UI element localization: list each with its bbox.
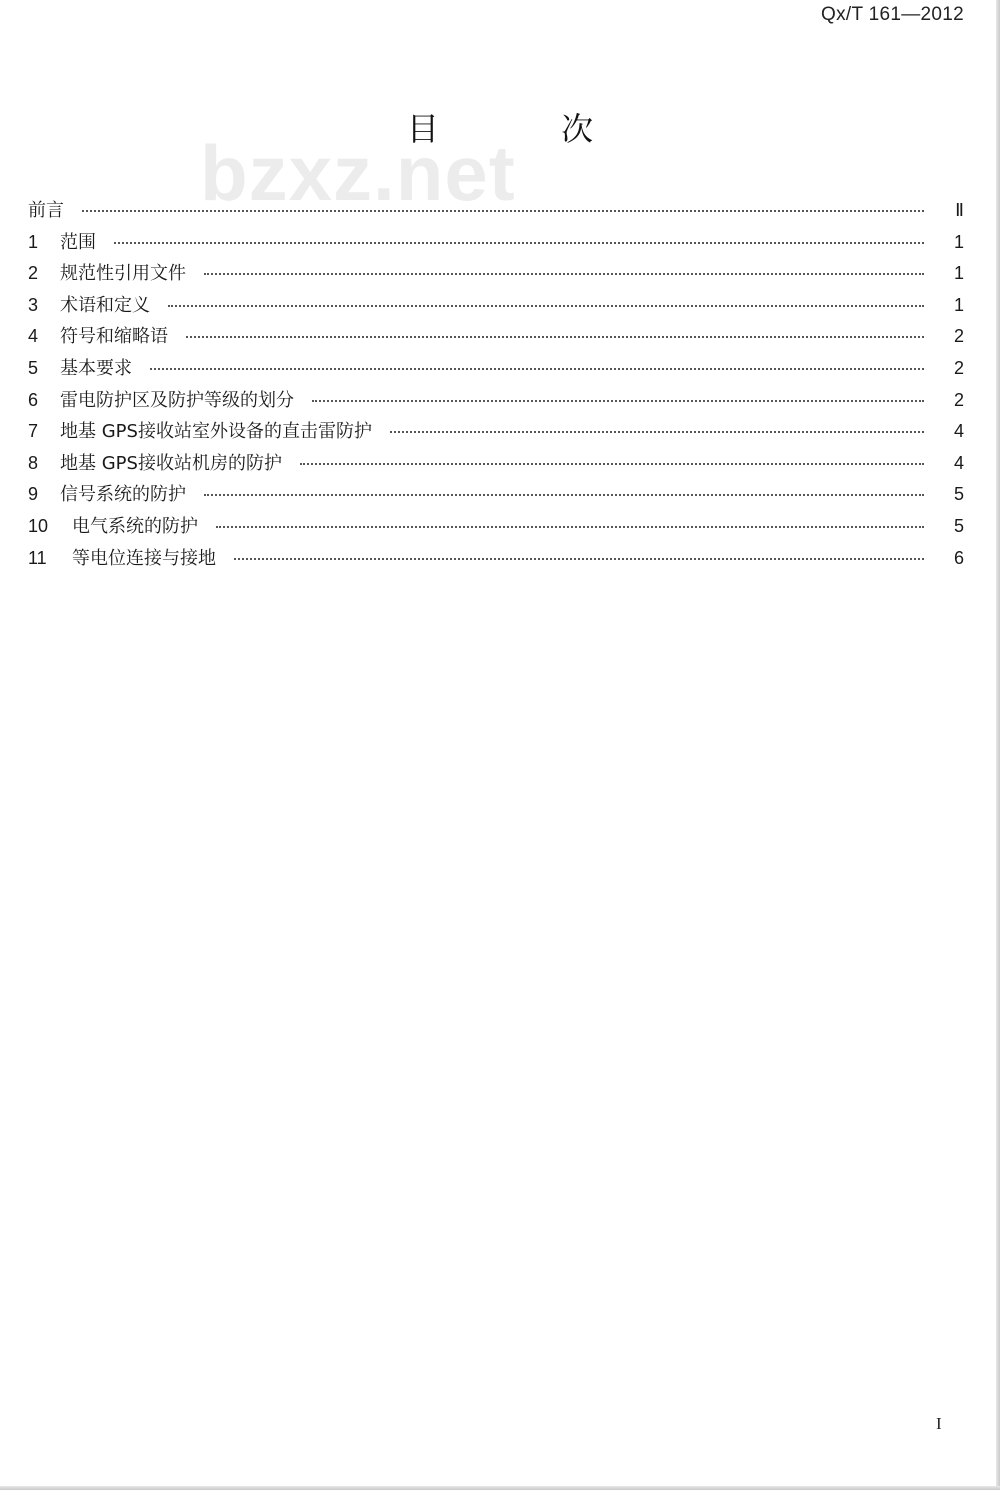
toc-entry-7[interactable] <box>28 417 964 449</box>
toc-entry-page: 5 <box>953 515 964 536</box>
toc-leader-dots <box>390 431 924 433</box>
toc-entry-5[interactable] <box>28 354 964 386</box>
toc-entry-number: 10 <box>28 515 49 536</box>
toc-leader-dots <box>300 463 924 465</box>
toc-entry-label: 范围 <box>60 231 96 253</box>
toc-entry-number: 9 <box>28 484 39 505</box>
toc-entry-number: 7 <box>28 421 39 442</box>
toc-leader-dots <box>312 400 924 402</box>
toc-entry-page: 1 <box>953 294 964 315</box>
toc-entry-4[interactable] <box>28 322 964 354</box>
toc-leader-dots <box>216 526 924 528</box>
toc-leader-dots <box>82 210 924 212</box>
toc-entry-6[interactable] <box>28 386 964 418</box>
toc-leader-dots <box>204 494 924 496</box>
page-edge-shadow-right <box>996 0 1000 1490</box>
toc-entry-label: 雷电防护区及防护等级的划分 <box>60 389 294 411</box>
toc-entry-number: 11 <box>28 547 47 568</box>
toc-title: 目 次 <box>406 110 650 148</box>
toc-entry-page: 2 <box>953 357 964 378</box>
toc-entry-page: 5 <box>953 484 964 505</box>
toc-entry-label: 规范性引用文件 <box>60 263 186 285</box>
toc-entry-9[interactable] <box>28 480 964 512</box>
toc-entry-foreword[interactable] <box>28 196 964 228</box>
page-edge-shadow-bottom <box>0 1486 1000 1490</box>
toc-entry-label: 地基 GPS接收站机房的防护 <box>60 452 282 474</box>
toc-entry-label: 术语和定义 <box>60 294 150 316</box>
toc-leader-dots <box>168 305 924 307</box>
toc-entry-10[interactable] <box>28 512 964 544</box>
toc-entry-number: 1 <box>28 231 39 252</box>
toc-leader-dots <box>204 273 924 275</box>
toc-entry-3[interactable] <box>28 291 964 323</box>
toc-entry-number: 2 <box>28 263 39 284</box>
page-number: I <box>936 1414 942 1433</box>
toc-entry-label: 符号和缩略语 <box>60 326 168 348</box>
toc-entry-2[interactable] <box>28 259 964 291</box>
table-of-contents <box>28 196 964 575</box>
toc-entry-label: 地基 GPS接收站室外设备的直击雷防护 <box>60 421 372 443</box>
toc-entry-1[interactable] <box>28 228 964 260</box>
toc-entry-page: 1 <box>953 263 964 284</box>
toc-entry-label: 前言 <box>28 200 64 221</box>
toc-leader-dots <box>186 336 924 338</box>
toc-entry-page: 1 <box>953 231 964 252</box>
toc-entry-label: 等电位连接与接地 <box>72 547 216 569</box>
toc-entry-page: 2 <box>953 326 964 347</box>
toc-leader-dots <box>150 368 924 370</box>
toc-entry-number: 6 <box>28 389 39 410</box>
toc-entry-11[interactable] <box>28 544 964 576</box>
toc-entry-page: Ⅱ <box>955 200 964 220</box>
toc-entry-label: 信号系统的防护 <box>60 484 186 506</box>
toc-entry-page: 4 <box>953 421 964 442</box>
toc-leader-dots <box>114 242 924 244</box>
toc-entry-page: 6 <box>953 547 964 568</box>
toc-leader-dots <box>234 558 924 560</box>
toc-entry-number: 4 <box>28 326 39 347</box>
toc-entry-number: 8 <box>28 452 39 473</box>
toc-entry-page: 4 <box>953 452 964 473</box>
watermark: bzxz.net <box>200 129 516 217</box>
toc-entry-number: 5 <box>28 357 39 378</box>
toc-entry-8[interactable] <box>28 449 964 481</box>
toc-entry-number: 3 <box>28 294 39 315</box>
toc-entry-label: 电气系统的防护 <box>72 515 198 537</box>
standard-number: Qx/T 161—2012 <box>821 4 964 25</box>
toc-entry-page: 2 <box>953 389 964 410</box>
toc-entry-label: 基本要求 <box>60 357 132 379</box>
